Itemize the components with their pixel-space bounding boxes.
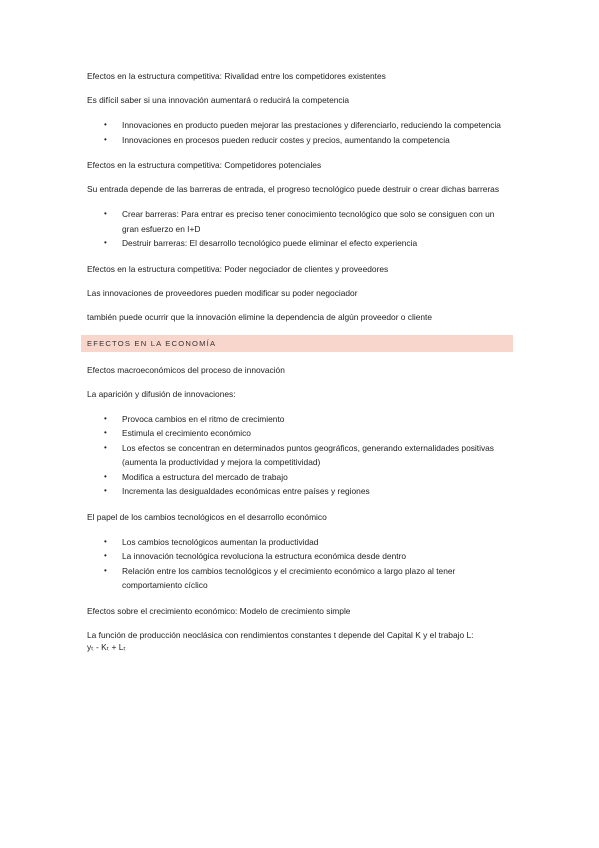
bullet-icon: •: [104, 120, 107, 129]
document-body: [87, 70, 507, 653]
subheading-crecimiento: Efectos sobre el crecimiento económico: Modelo de crecimiento simple: [87, 605, 351, 616]
paragraph-proveedores: Las innovaciones de proveedores pueden modificar su poder negociador: [87, 287, 358, 298]
list-item: • La innovación tecnológica revoluciona la estructura económica desde dentro: [87, 549, 507, 564]
paragraph-competencia: Es difícil saber si una innovación aumentará o reducirá la competencia: [87, 95, 350, 105]
list-item: • Destruir barreras: El desarrollo tecnológico puede eliminar el efecto experiencia: [87, 236, 507, 251]
bullet-icon: •: [104, 209, 107, 218]
list-item: • Innovaciones en producto pueden mejorar las prestaciones y diferenciarlo, reduciendo la competencia: [87, 118, 507, 133]
formula: yₜ - Kₜ + Lₜ: [87, 641, 126, 652]
list-item: • Relación entre los cambios tecnológicos y el crecimiento económico a largo plazo al tener comportamiento cíclico: [104, 565, 456, 590]
section-header-economia: EFECTOS EN LA ECONOMÍA: [81, 335, 513, 352]
bullet-icon: •: [104, 238, 107, 247]
subheading-poder-negociador: Efectos en la estructura competitiva: Poder negociador de clientes y proveedores: [87, 263, 389, 274]
subheading-competidores-potenciales: Efectos en la estructura competitiva: Competidores potenciales: [87, 160, 322, 170]
list-efectos: [87, 412, 507, 499]
bullet-icon: •: [104, 442, 107, 452]
bullet-icon: •: [104, 565, 107, 575]
bullet-icon: •: [104, 413, 107, 423]
paragraph-funcion-produccion: La función de producción neoclásica con rendimientos constantes t depende del Capital K y el trabajo L:: [87, 629, 474, 640]
list-item: • Los cambios tecnológicos aumentan la productividad: [87, 535, 507, 550]
list-barreras: [87, 207, 507, 251]
list-item: • Incrementa las desigualdades económicas entre países y regiones: [87, 484, 507, 499]
bullet-icon: •: [104, 428, 107, 437]
list-item: • Crear barreras: Para entrar es preciso tener conocimiento tecnológico que solo se consiguen con un gran esfuerzo en I+D: [104, 209, 495, 234]
list-item: • Innovaciones en procesos pueden reducir costes y precios, aumentando la competencia: [87, 133, 507, 148]
bullet-icon: •: [104, 471, 107, 481]
list-item: • Los efectos se concentran en determinados puntos geográficos, generando externalidades positivas (aumenta la productividad y mejora la competitividad): [104, 442, 494, 467]
bullet-icon: •: [104, 486, 107, 495]
subheading-macroeconomicos: Efectos macroeconómicos del proceso de innovación: [87, 364, 285, 375]
paragraph-barreras: Su entrada depende de las barreras de entrada, el progreso tecnológico puede destruir o crear dichas barreras: [87, 184, 500, 194]
list-item: • Modifica a estructura del mercado de trabajo: [87, 470, 507, 485]
paragraph-dependencia: también puede ocurrir que la innovación elimine la dependencia de algún proveedor o cliente: [87, 311, 433, 322]
list-item: • Estimula el crecimiento económico: [87, 426, 507, 441]
subheading-papel-cambios: El papel de los cambios tecnológicos en el desarrollo económico: [87, 511, 327, 522]
paragraph-aparicion: La aparición y difusión de innovaciones:: [87, 388, 236, 399]
list-cambios: [87, 535, 507, 593]
list-item: • Provoca cambios en el ritmo de crecimiento: [87, 412, 507, 427]
bullet-icon: •: [104, 536, 107, 546]
list-innovaciones: [87, 118, 507, 147]
bullet-icon: •: [104, 134, 107, 144]
subheading-rivalidad: Efectos en la estructura competitiva: Rivalidad entre los competidores existentes: [87, 71, 386, 81]
bullet-icon: •: [104, 551, 107, 560]
